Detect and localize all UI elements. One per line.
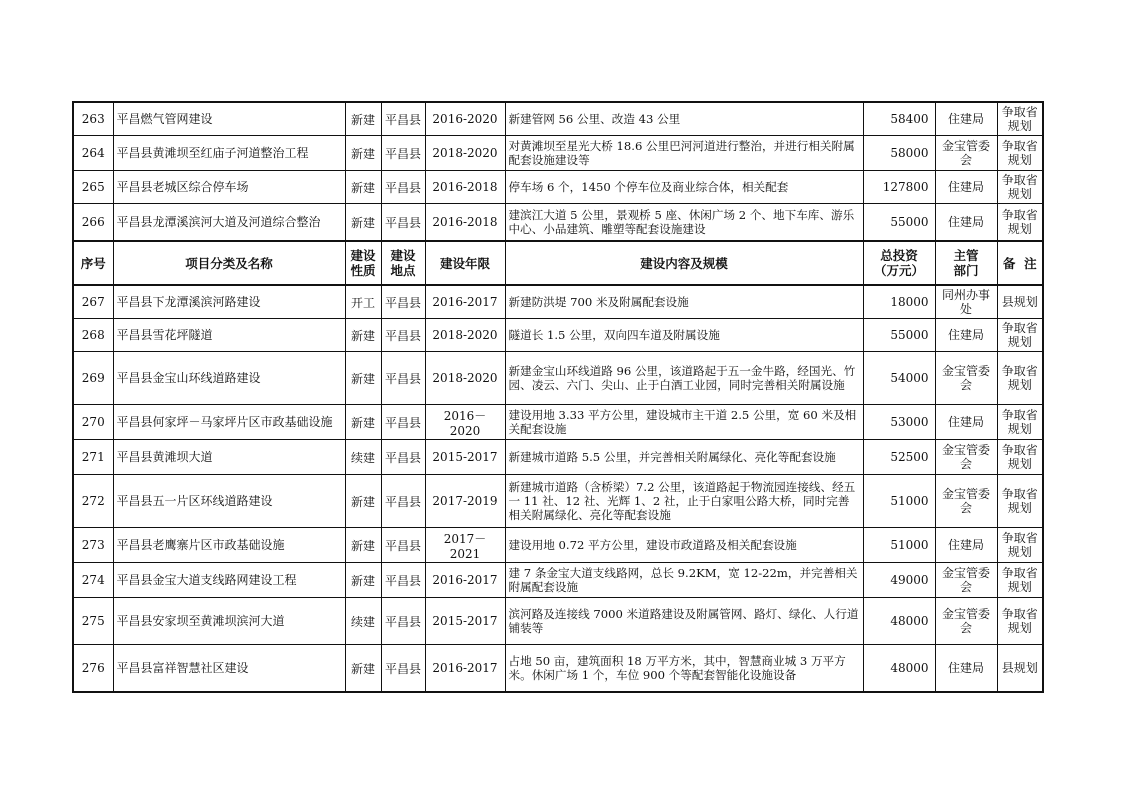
cell-investment: 55000 xyxy=(863,319,935,352)
cell-content: 新建管网 56 公里、改造 43 公里 xyxy=(505,102,863,136)
cell-content: 建滨江大道 5 公里，景观桥 5 座、休闲广场 2 个、地下车库、游乐中心、小品建筑、雕塑等配套设施建设 xyxy=(505,204,863,242)
cell-name: 平昌县五一片区环线道路建设 xyxy=(113,475,345,528)
cell-dept: 住建局 xyxy=(935,528,997,563)
cell-nature: 新建 xyxy=(345,319,381,352)
cell-investment: 58400 xyxy=(863,102,935,136)
cell-dept: 住建局 xyxy=(935,204,997,242)
cell-investment: 51000 xyxy=(863,528,935,563)
cell-dept: 住建局 xyxy=(935,405,997,440)
cell-investment: 49000 xyxy=(863,563,935,598)
cell-years: 2018-2020 xyxy=(425,136,505,171)
cell-years: 2018-2020 xyxy=(425,352,505,405)
cell-dept: 金宝管委会 xyxy=(935,352,997,405)
table-row xyxy=(73,440,1043,475)
cell-dept: 金宝管委会 xyxy=(935,475,997,528)
cell-remark: 争取省规划 xyxy=(997,204,1043,242)
header-name: 项目分类及名称 xyxy=(113,241,345,285)
table-row xyxy=(73,598,1043,645)
cell-nature: 新建 xyxy=(345,171,381,204)
cell-content: 新建金宝山环线道路 96 公里，该道路起于五一金牛路，经国光、竹园、凌云、六门、尖山、止于白酒工业园，同时完善相关附属设施 xyxy=(505,352,863,405)
cell-no: 271 xyxy=(73,440,113,475)
cell-no: 267 xyxy=(73,285,113,319)
header-investment: 总投资 （万元） xyxy=(863,241,935,285)
cell-years: 2017－2021 xyxy=(425,528,505,563)
cell-no: 263 xyxy=(73,102,113,136)
header-dept: 主管 部门 xyxy=(935,241,997,285)
cell-years: 2016-2020 xyxy=(425,102,505,136)
cell-location: 平昌县 xyxy=(381,204,425,242)
cell-years: 2016-2018 xyxy=(425,204,505,242)
cell-name: 平昌县老城区综合停车场 xyxy=(113,171,345,204)
table-row xyxy=(73,645,1043,693)
cell-content: 对黄滩坝至星光大桥 18.6 公里巴河河道进行整治，并进行相关附属配套设施建设等 xyxy=(505,136,863,171)
cell-nature: 新建 xyxy=(345,102,381,136)
cell-no: 273 xyxy=(73,528,113,563)
cell-investment: 53000 xyxy=(863,405,935,440)
cell-investment: 48000 xyxy=(863,645,935,693)
cell-no: 275 xyxy=(73,598,113,645)
cell-location: 平昌县 xyxy=(381,352,425,405)
cell-dept: 住建局 xyxy=(935,645,997,693)
cell-name: 平昌县龙潭溪滨河大道及河道综合整治 xyxy=(113,204,345,242)
cell-nature: 新建 xyxy=(345,405,381,440)
cell-remark: 争取省规划 xyxy=(997,136,1043,171)
cell-name: 平昌县黄滩坝至红庙子河道整治工程 xyxy=(113,136,345,171)
cell-content: 新建防洪堤 700 米及附属配套设施 xyxy=(505,285,863,319)
cell-remark: 县规划 xyxy=(997,285,1043,319)
cell-location: 平昌县 xyxy=(381,405,425,440)
cell-location: 平昌县 xyxy=(381,475,425,528)
cell-nature: 开工 xyxy=(345,285,381,319)
cell-dept: 金宝管委会 xyxy=(935,440,997,475)
cell-no: 276 xyxy=(73,645,113,693)
cell-nature: 续建 xyxy=(345,440,381,475)
cell-name: 平昌县雪花坪隧道 xyxy=(113,319,345,352)
cell-nature: 新建 xyxy=(345,475,381,528)
cell-no: 264 xyxy=(73,136,113,171)
cell-investment: 58000 xyxy=(863,136,935,171)
cell-content: 建 7 条金宝大道支线路网，总长 9.2KM，宽 12-22m，并完善相关附属配套设施 xyxy=(505,563,863,598)
cell-name: 平昌县金宝山环线道路建设 xyxy=(113,352,345,405)
table-header-row xyxy=(73,241,1043,285)
header-nature: 建设 性质 xyxy=(345,241,381,285)
header-remark: 备 注 xyxy=(997,241,1043,285)
table-row xyxy=(73,563,1043,598)
cell-remark: 争取省规划 xyxy=(997,598,1043,645)
header-location: 建设 地点 xyxy=(381,241,425,285)
cell-name: 平昌燃气管网建设 xyxy=(113,102,345,136)
cell-years: 2015-2017 xyxy=(425,598,505,645)
cell-location: 平昌县 xyxy=(381,528,425,563)
cell-remark: 争取省规划 xyxy=(997,405,1043,440)
cell-nature: 新建 xyxy=(345,136,381,171)
cell-dept: 金宝管委会 xyxy=(935,136,997,171)
cell-years: 2017-2019 xyxy=(425,475,505,528)
table-row xyxy=(73,204,1043,242)
cell-nature: 新建 xyxy=(345,528,381,563)
cell-location: 平昌县 xyxy=(381,598,425,645)
table-row xyxy=(73,102,1043,136)
cell-investment: 54000 xyxy=(863,352,935,405)
cell-name: 平昌县何家坪－马家坪片区市政基础设施 xyxy=(113,405,345,440)
cell-content: 建设用地 0.72 平方公里，建设市政道路及相关配套设施 xyxy=(505,528,863,563)
cell-name: 平昌县下龙潭溪滨河路建设 xyxy=(113,285,345,319)
table-row xyxy=(73,319,1043,352)
cell-investment: 18000 xyxy=(863,285,935,319)
cell-investment: 55000 xyxy=(863,204,935,242)
cell-location: 平昌县 xyxy=(381,645,425,693)
cell-location: 平昌县 xyxy=(381,136,425,171)
project-table xyxy=(72,101,1044,693)
cell-content: 滨河路及连接线 7000 米道路建设及附属管网、路灯、绿化、人行道铺装等 xyxy=(505,598,863,645)
cell-years: 2016－2020 xyxy=(425,405,505,440)
cell-content: 隧道长 1.5 公里，双向四车道及附属设施 xyxy=(505,319,863,352)
cell-years: 2018-2020 xyxy=(425,319,505,352)
header-no: 序号 xyxy=(73,241,113,285)
table-row xyxy=(73,352,1043,405)
cell-name: 平昌县黄滩坝大道 xyxy=(113,440,345,475)
cell-remark: 争取省规划 xyxy=(997,528,1043,563)
cell-name: 平昌县老鹰寨片区市政基础设施 xyxy=(113,528,345,563)
cell-nature: 新建 xyxy=(345,352,381,405)
cell-no: 269 xyxy=(73,352,113,405)
cell-location: 平昌县 xyxy=(381,563,425,598)
cell-content: 停车场 6 个，1450 个停车位及商业综合体，相关配套 xyxy=(505,171,863,204)
cell-content: 新建城市道路 5.5 公里，并完善相关附属绿化、亮化等配套设施 xyxy=(505,440,863,475)
cell-name: 平昌县金宝大道支线路网建设工程 xyxy=(113,563,345,598)
cell-years: 2016-2018 xyxy=(425,171,505,204)
cell-dept: 金宝管委会 xyxy=(935,563,997,598)
cell-remark: 争取省规划 xyxy=(997,440,1043,475)
cell-content: 占地 50 亩，建筑面积 18 万平方米，其中，智慧商业城 3 万平方米。休闲广场 1 个，车位 900 个等配套智能化设施设备 xyxy=(505,645,863,693)
cell-years: 2016-2017 xyxy=(425,285,505,319)
cell-name: 平昌县安家坝至黄滩坝滨河大道 xyxy=(113,598,345,645)
table-row xyxy=(73,475,1043,528)
cell-nature: 续建 xyxy=(345,598,381,645)
cell-remark: 争取省规划 xyxy=(997,563,1043,598)
cell-location: 平昌县 xyxy=(381,171,425,204)
cell-investment: 52500 xyxy=(863,440,935,475)
cell-dept: 住建局 xyxy=(935,171,997,204)
cell-no: 270 xyxy=(73,405,113,440)
cell-remark: 争取省规划 xyxy=(997,475,1043,528)
header-content: 建设内容及规模 xyxy=(505,241,863,285)
cell-years: 2015-2017 xyxy=(425,440,505,475)
cell-remark: 县规划 xyxy=(997,645,1043,693)
cell-nature: 新建 xyxy=(345,204,381,242)
cell-location: 平昌县 xyxy=(381,319,425,352)
cell-no: 268 xyxy=(73,319,113,352)
cell-location: 平昌县 xyxy=(381,102,425,136)
cell-content: 建设用地 3.33 平方公里，建设城市主干道 2.5 公里，宽 60 米及相关配套设施 xyxy=(505,405,863,440)
table-row xyxy=(73,285,1043,319)
cell-dept: 住建局 xyxy=(935,319,997,352)
header-years: 建设年限 xyxy=(425,241,505,285)
cell-remark: 争取省规划 xyxy=(997,319,1043,352)
cell-content: 新建城市道路（含桥梁）7.2 公里，该道路起于物流园连接线、经五一 11 社、12 社、光辉 1、2 社，止于白家咀公路大桥，同时完善相关附属绿化、亮化等配套设施 xyxy=(505,475,863,528)
cell-remark: 争取省规划 xyxy=(997,171,1043,204)
cell-remark: 争取省规划 xyxy=(997,102,1043,136)
cell-remark: 争取省规划 xyxy=(997,352,1043,405)
cell-dept: 同州办事处 xyxy=(935,285,997,319)
cell-no: 266 xyxy=(73,204,113,242)
cell-investment: 127800 xyxy=(863,171,935,204)
cell-location: 平昌县 xyxy=(381,285,425,319)
cell-nature: 新建 xyxy=(345,563,381,598)
cell-years: 2016-2017 xyxy=(425,645,505,693)
cell-dept: 金宝管委会 xyxy=(935,598,997,645)
cell-years: 2016-2017 xyxy=(425,563,505,598)
cell-name: 平昌县富祥智慧社区建设 xyxy=(113,645,345,693)
cell-location: 平昌县 xyxy=(381,440,425,475)
cell-dept: 住建局 xyxy=(935,102,997,136)
cell-investment: 51000 xyxy=(863,475,935,528)
cell-no: 272 xyxy=(73,475,113,528)
cell-no: 265 xyxy=(73,171,113,204)
cell-no: 274 xyxy=(73,563,113,598)
table-row xyxy=(73,171,1043,204)
cell-investment: 48000 xyxy=(863,598,935,645)
table-row xyxy=(73,405,1043,440)
table-row xyxy=(73,136,1043,171)
table-row xyxy=(73,528,1043,563)
cell-nature: 新建 xyxy=(345,645,381,693)
